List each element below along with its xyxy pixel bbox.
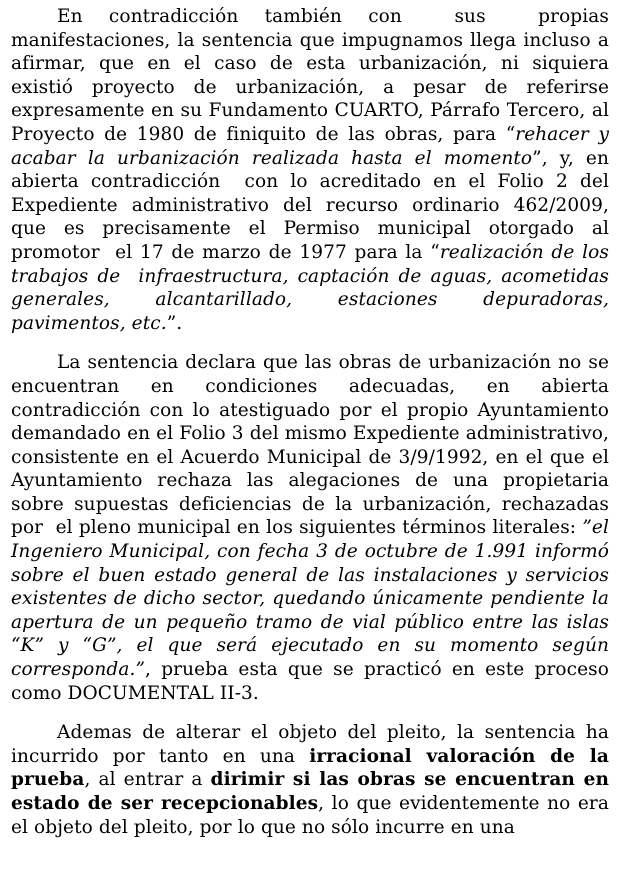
text-run-bold: irracional valoración de la prueba [11,745,609,791]
text-run-italic: rehacer y acabar la urbanización realizada hasta el momento [11,123,610,169]
paragraph-sentencia-declara-obras [11,351,609,705]
text-run-normal: En contradicción también con sus propias manifestaciones, la sentencia que impugnamos llega incluso a afirmar, que en el caso de esta urbanización, ni siquiera existió proyecto de urbanización, a pesar de referirse expresamente en su Fundamento CUARTO, Párrafo Tercero, al Proyecto de 1980 de finiquito de las obras, para “ [11,6,609,145]
text-run-normal: , al entrar a [84,769,211,791]
text-run-normal: , prueba esta que se practicó en este proceso como DOCUMENTAL II-3. [11,659,609,704]
text-run-bold: dirimir si las obras se encuentran en estado de ser recepcionables [11,769,609,814]
text-run-normal: Ademas de alterar el objeto del pleito, la sentencia ha incurrido por tanto en una [11,722,609,767]
paragraph-irracional-valoracion [11,721,609,839]
text-run-normal: ”. [166,312,183,334]
text-run-normal: ”, y, en abierta contradicción con lo acreditado en el Folio 2 del Expediente administrativo del recurso ordinario 462/2009, que es precisamente el Permiso municipal otorgado al promotor el 17 de marzo de 1977 para la “ [11,147,609,263]
text-run-italic: realización de los trabajos de infraestructura, captación de aguas, acometidas generales, alcantarillado, estaciones depuradoras, pavimentos, etc. [11,241,609,334]
paragraph-contradiccion-manifestaciones [11,5,609,335]
text-run-italic: ”el Ingeniero Municipal, con fecha 3 de octubre de 1.991 informó sobre el buen estado general de las instalaciones y servicios existentes de dicho sector, quedando únicamente pendiente la apertura de un pequeño tramo de vial público entre las islas “K” y “G”, el que será ejecutado en su momento según corresponda.” [11,517,609,681]
text-run-normal: La sentencia declara que las obras de urbanización no se encuentran en condiciones adecuadas, en abierta contradicción con lo atestiguado por el propio Ayuntamiento demandado en el Folio 3 del mismo Expediente administrativo, consistente en el Acuerdo Municipal de 3/9/1992, en el que el Ayuntamiento rechaza las alegaciones de una propietaria sobre supuestas deficiencias de la urbanización, rechazadas por el pleno municipal en los siguientes términos literales: [11,352,609,539]
text-run-normal: , lo que evidentemente no era el objeto del pleito, por lo que no sólo incurre en una [11,793,609,838]
